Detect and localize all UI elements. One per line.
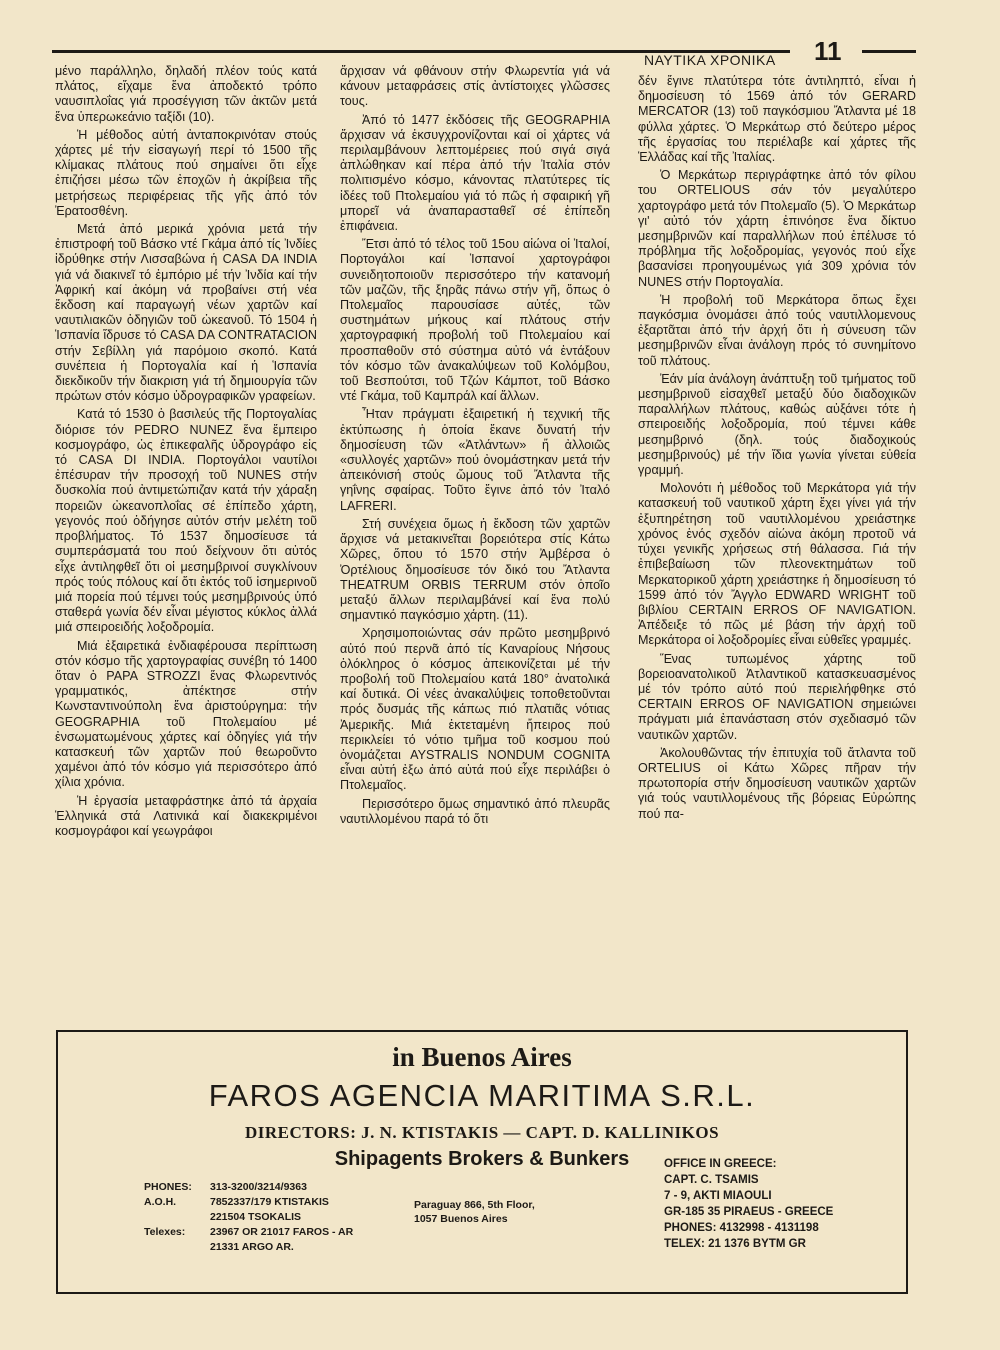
office-name: CAPT. C. TSAMIS — [664, 1174, 759, 1186]
aoh-value-1: 7852337/179 KTISTAKIS — [210, 1196, 329, 1208]
office-in-greece — [664, 1156, 833, 1252]
paragraph: Μολονότι ἡ μέθοδος τοῦ Μερκάτορα γιά τήν κατασκευή τοῦ ναυτικοῦ χάρτη ἔχει γίνει γιά τήν ἐξυπηρέτηση τοῦ ναυτιλλομένου χρειάστηκε χρόνος ἑνός σχεδόν αἰώνα ἀκόμη προτοῦ νά τύχει γενικῆς χρήσεως στή θάλασσα. Γιά τήν ἐπιβεβαίωση τῶν πλεονεκτημάτων τοῦ Μερκατορικοῦ χάρτη χρειάστηκε ἡ δημοσίευση τό 1599 ἀπό τόν Ἄγγλο EDWARD WRIGHT τοῦ βιβλίου CERTAIN ERROS OF NAVIGATION. Ἀπέδειξε τό πῶς μέ βάση τήν ἀρχή τοῦ Μερκάτορα οἱ λοξοδρομίες εἶναι εὐθεῖες γραμμές. — [638, 481, 916, 648]
office-telex: TELEX: 21 1376 BYTM GR — [664, 1238, 806, 1250]
article-column-3 — [638, 74, 916, 1024]
address-line-1: Paraguay 866, 5th Floor, — [414, 1199, 535, 1211]
paragraph: Ἔτσι ἀπό τό τέλος τοῦ 15ου αἰώνα οἱ Ἰταλοί, Πορτογάλοι καί Ἱσπανοί χαρτογράφοι συνειδητοποιοῦν περισσότερο τήν κατανομή τῶν μαζῶν, τῆς ξηρᾶς πάνω στήν γῆ, ὅπως ὁ Πτολεμαῖος παρουσίασε αὐτές, τῶν συστημάτων μήκους καί πλάτους στήν χαρτογραφική προβολή τοῦ Πτολεμαίου καί προσπαθοῦν στό σύστημα αὐτό νά ἐντάξουν τόν κόσμο τῶν ἀνακαλύψεων τοῦ Κολόμβου, τοῦ Βεσπούτσι, τοῦ Τζών Κάμποτ, τοῦ Βάσκο ντέ Γκάμα, τοῦ Καμπράλ καί ἄλλων. — [340, 237, 610, 404]
article-column-1 — [55, 64, 317, 1024]
header-rule-right — [862, 50, 916, 53]
ad-directors: DIRECTORS: J. N. KTISTAKIS — CAPT. D. KALLINIKOS — [244, 1123, 720, 1142]
paragraph: Ἡ μέθοδος αὐτή ἀνταποκρινόταν στούς χάρτες μέ τήν εἰσαγωγή περί τό 1500 τῆς κλίμακας πλάτους πού σημαίνει ὅτι εἶχε ἐπιζήσει μέσω τῶν ἐποχῶν ἡ ἀκρίβεια τῆς μετρήσεως περιφέρειας τῆς γῆς ἀπό τόν Ἐρατοσθένη. — [55, 127, 317, 218]
telexes-value-1: 23967 OR 21017 FAROS - AR — [210, 1226, 354, 1238]
ad-services: Shipagents Brokers & Bunkers — [334, 1148, 630, 1170]
paragraph: Ἦταν πράγματι ἐξαιρετική ἡ τεχνική τῆς ἐκτύπωσης ἡ ὁποία ἔκανε δυνατή τήν δημοσίευση τῶν «Ἀτλάντων» ἤ ἀλλοιῶς «συλλογές χαρτῶν» πού ὀνομάστηκαν μετά τήν ἀπεικόνισή στούς ὤμους τοῦ Ἄτλαντα τῆς γηΐνης σφαίρας. Τοῦτο ἔγινε ἀπό τόν Ἰταλό LAFRERI. — [340, 407, 610, 513]
ad-location: in Buenos Aires — [392, 1042, 572, 1072]
paragraph: Περισσότερο ὅμως σημαντικό ἀπό πλευρᾶς ναυτιλλομένου παρά τό ὅτι — [340, 796, 610, 826]
paragraph: Μετά ἀπό μερικά χρόνια μετά τήν ἐπιστροφή τοῦ Βάσκο ντέ Γκάμα ἀπό τίς Ἰνδίες ἱδρύθηκε στήν Λισσαβώνα ἡ CASA DA INDIA γιά νά διακινεῖ τό ἐμπόριο μέ τήν Ἰνδία καί τήν Ἀφρική καί ἀκόμη νά προβαίνει στή νέα ἔκδοση καί παραγωγή νέων χαρτῶν καί ναυτιλιακῶν ὁδηγιῶν τοῦ ὠκεανοῦ. Τό 1504 ἡ Ἱσπανία ἵδρυσε τό CASA DA CONTRATACION στήν Σεβίλλη γιά παρόμοιο σκοπό. Κατά συνέπεια ἡ Πορτογαλία καί ἡ Ἱσπανία διεκδικοῦν τήν διακριση γιά τή δημιουργία τῶν πρώτων στόν κόσμο ὑδρογραφικῶν γραφείων. — [55, 222, 317, 404]
paragraph: δέν ἔγινε πλατύτερα τότε ἀντιληπτό, εἶναι ἡ δημοσίευση τό 1569 ἀπό τόν GERARD MERCATOR (13) τοῦ παγκόσμιου Ἄτλαντα μέ 18 φύλλα χάρτες. Ὁ Μερκάτωρ στό δεύτερο μέρος τῆς ἐργασίας του περιέλαβε καί χάρτες τῆς Ἑλλάδας καί τῆς Ἰταλίας. — [638, 74, 916, 165]
aoh-value-2: 221504 TSOKALIS — [210, 1211, 302, 1223]
paragraph: Ἡ ἐργασία μεταφράστηκε ἀπό τά ἀρχαία Ἑλληνικά στά Λατινικά καί διακεκριμένοι κοσμογράφοι καί γεωγράφοι — [55, 793, 317, 838]
aoh-label: A.O.H. — [144, 1196, 177, 1208]
office-street: 7 - 9, AKTI MIAOULI — [664, 1190, 772, 1202]
phones-value: 313-3200/3214/9363 — [210, 1181, 307, 1193]
page-number: 11 — [814, 36, 842, 66]
paragraph: Μιά ἐξαιρετικά ἐνδιαφέρουσα περίπτωση στόν κόσμο τῆς χαρτογραφίας συνέβη τό 1400 ὅταν ὁ PAPA STROZZI ἕνας Φλωρεντινός γραμματικός, ἀπέκτησε στήν Κωνσταντινούπολη ἕνα ἀριστούργημα: τήν GEOGRAPHIA τοῦ Πτολεμαίου μέ ἐνσωματωμένους χάρτες καί ὁδηγίες γιά τήν κατασκευή τῶν χαρτῶν πού θεωροῦντο χαμένοι ἀπό τόν κόσμο γιά περισσότερο ἀπό χίλια χρόνια. — [55, 638, 317, 790]
phones-label: PHONES: — [144, 1181, 192, 1193]
paragraph: Στή συνέχεια ὅμως ἡ ἔκδοση τῶν χαρτῶν ἄρχισε νά μετακινεῖται βορειότερα στίς Κάτω Χῶρες, ὅπου τό 1570 στήν Ἀμβέρσα ὁ Ὀρτέλιους δημοσίευσε τόν δικό του Ἄτλαντα THEATRUM ORBIS TERRUM στόν ὁποῖο μεταξύ ἄλλων περιλαμβάνεί καί ἕνα πολύ σημαντικό παγκόσμιο χάρτη. (11). — [340, 516, 610, 623]
office-phones: PHONES: 4132998 - 4131198 — [664, 1222, 819, 1234]
paragraph: μένο παράλληλο, δηλαδή πλέον τούς κατά πλάτος, εἴχαμε ἕνα ἀποδεκτό τρόπο ναυσιπλοΐας γιά προσέγγιση τῶν ἀκτῶν μετά ἕνα ὑπερωκεάνιο ταξίδι (10). — [55, 64, 317, 124]
paragraph: Ἐάν μία ἀνάλογη ἀνάπτυξη τοῦ τμήματος τοῦ μεσημβρινοῦ εἰσαχθεῖ μεταξύ δύο διαδοχικῶν παραλλήλων πλάτους, καθώς αὐξάνει τότε ἡ σπειροειδής λοξοδρομία, πού τέμνει κάθε μεσημβρινό (δηλ. τούς διαδοχικούς μεσημβρινούς) μέ τήν ἴδια γωνία γίνεται εὐθεία γραμμή. — [638, 371, 916, 478]
paragraph: ἄρχισαν νά φθάνουν στήν Φλωρεντία γιά νά κάνουν μεταφράσεις στίς ἀντίστοιχες γλῶσσες τους. — [340, 64, 610, 109]
office-city: GR-185 35 PIRAEUS - GREECE — [664, 1206, 834, 1218]
telexes-value-2: 21331 ARGO AR. — [210, 1241, 294, 1253]
running-head: ΝΑΥΤΙΚΑ ΧΡΟΝΙΚΑ — [644, 52, 776, 68]
address-line-2: 1057 Buenos Aires — [414, 1213, 508, 1225]
paragraph: Κατά τό 1530 ὁ βασιλεύς τῆς Πορτογαλίας διόρισε τόν PEDRO NUNEZ ἕνα ἔμπειρο κοσμογράφο, ὡς ἐπικεφαλῆς ὑδρογράφο εἰς τό CASA DI INDIA. Πορτογάλοι ναυτίλοι ἐπέσυραν τήν προσοχή τοῦ NUNES στήν δυσκολία πού ἀντιμετώπιζαν κατά τήν χάραξη πορειῶν ὠκεανοπλοΐας σέ ἐπίπεδο χάρτη, γεγονός πού ὁδήγησε αὐτόν στήν μελέτη τοῦ προβλήματος. Τό 1537 δημοσίευσε τά συμπεράσματά του πού δείχνουν ὅτι αὐτός εἶχε ἀντιληφθεῖ ὅτι οἱ μεσημβρινοί συγκλίνουν πρός τούς πόλους καί ὅτι ἐκτός τοῦ ἰσημερινοῦ μιά πορεία πού τέμνει τούς μεσημβρινούς ὑπό σταθερά γωνία δέν εἶναι μέγιστος κύκλος ἀλλά μιά σπειροειδής λοξοδρομία. — [55, 407, 317, 635]
paragraph: Ἀπό τό 1477 ἐκδόσεις τῆς GEOGRAPHIA ἄρχισαν νά ἐκσυγχρονίζονται καί οἱ χάρτες νά περιλαμβάνουν λεπτομέρειες πού σιγά σιγά ἀπλώθηκαν καί πέρα ἀπό τήν Ἰταλία στόν πολιτισμένο κόσμο, κάνοντας πλατύτερες τίς ἰδέες τοῦ Πτολεμαίου γιά τό πῶς ἡ σφαιρική γῆ μπορεῖ νά ἀναπαρασταθεῖ σέ ἐπίπεδη ἐπιφάνεια. — [340, 112, 610, 234]
paragraph: Ἀκολουθῶντας τήν ἐπιτυχία τοῦ ἄτλαντα τοῦ ORTELIUS οἱ Κάτω Χῶρες πῆραν τήν πρωτοπορία στήν δημοσίευση ναυτικῶν χαρτῶν γιά τούς ναυτιλλομένους τῆς βόρειας Εὐρώπης πού πα- — [638, 745, 916, 821]
article-column-2 — [340, 64, 610, 1024]
paragraph: Ὁ Μερκάτωρ περιγράφτηκε ἀπό τόν φίλου του ORTELIOUS σάν τόν μεγαλύτερο χαρτογράφο μετά τόν Πτολεμαῖο (5). Ὁ Μερκάτωρ γι' αὐτό τόν χάρτη ἐπινόησε ἕνα δίκτυο μεσημβρινῶν καί παραλλήλων πού ἐπέλυσε τό πρόβλημα τῆς λοξοδρομίας, γεγονός πού εἶχε βασανίσει προηγουμένως γιά 309 χρόνια τόν NUNES στήν Πορτογαλία. — [638, 168, 916, 289]
ad-contact-block — [144, 1180, 353, 1255]
paragraph: Ἕνας τυπωμένος χάρτης τοῦ βορειοανατολικοῦ Ἀτλαντικοῦ κατασκευασμένος μέ τόν τρόπο αὐτό πού περιελήφθηκε στό CERTAIN ERROS OF NAVIGATION σημειώνει πράγματι μιά ἐπανάσταση στόν σχεδιασμό τῶν ναυτικῶν χαρτῶν. — [638, 651, 916, 742]
ad-company-name: FAROS AGENCIA MARITIMA S.R.L. — [208, 1078, 756, 1113]
telexes-label: Telexes: — [144, 1226, 186, 1238]
paragraph: Ἡ προβολή τοῦ Μερκάτορα ὅπως ἔχει παγκόσμια ὀνομάσει ἀπό τούς ναυτιλλομενους ἐξαρτᾶται ἀπό τήν ἀρχή ὅτι ἡ σύνευση τῶν μεσημβρινῶν εἶναι ἀνάλογη πρός τό συνημίτονο τοῦ πλάτους. — [638, 292, 916, 368]
paragraph: Χρησιμοποιώντας σάν πρῶτο μεσημβρινό αὐτό πού περνᾶ ἀπό τίς Καναρίους Νήσους ὁλόκληρος ὁ κόσμος ἀπεικονίζεται μέ τήν προβολή τοῦ Πτολεμαίου κατά 180° ἀνατολικά καί δυτικά. Οἱ νέες ἀνακαλύψεις τοποθετοῦνται πρός δυσμάς τῆς κάπως πιό πλατιᾶς νότιας Ἀμερικῆς. Μιά ἐκτεταμένη ἤπειρος πού περικλείει τό νότιο τμῆμα τοῦ κοσμου πού ὀνομάζεται AYSTRALIS NONDUM COGNITA εἶναι αὐτή ἐξω ἀπό αὐτά πού εἶχε περιλάβει ὁ Πτολεμαῖος. — [340, 626, 610, 793]
ad-address — [414, 1198, 535, 1226]
advertisement-box — [56, 1030, 908, 1294]
office-title: OFFICE IN GREECE: — [664, 1158, 777, 1170]
